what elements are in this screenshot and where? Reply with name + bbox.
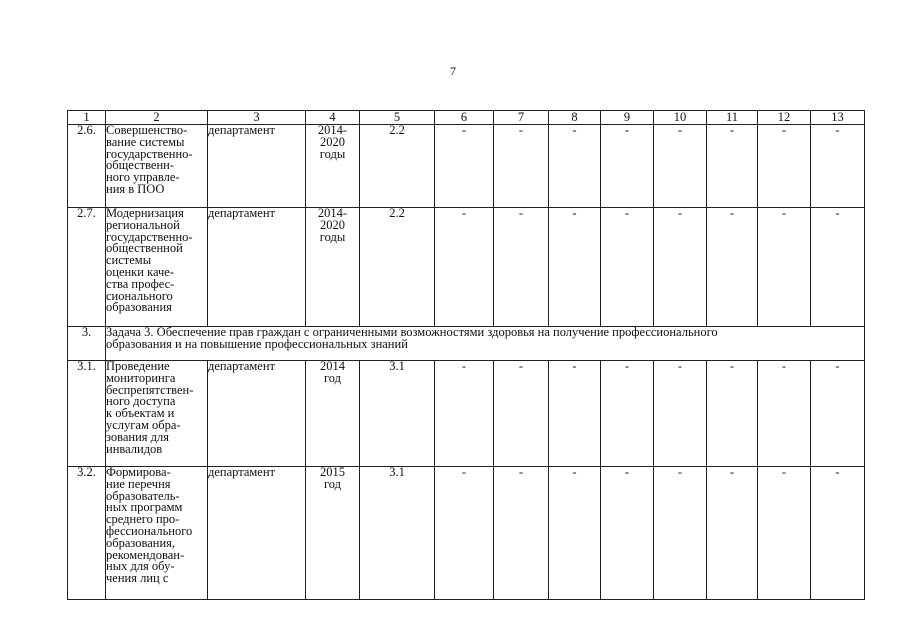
indicator-reference: 3.1 <box>360 467 435 600</box>
value-cell: - <box>654 208 707 327</box>
row-number: 3.1. <box>68 361 106 467</box>
value-cell: - <box>707 361 758 467</box>
implementation-period: 2015 год <box>306 467 360 600</box>
column-header: 4 <box>306 111 360 125</box>
column-header: 8 <box>549 111 601 125</box>
value-cell: - <box>654 467 707 600</box>
value-cell: - <box>494 208 549 327</box>
value-cell: - <box>601 125 654 208</box>
activity-name: Модернизация региональной государственно- общественной системы оценки каче- ства профес- сионального образования <box>106 208 208 327</box>
row-number: 3.2. <box>68 467 106 600</box>
column-header: 3 <box>208 111 306 125</box>
value-cell: - <box>601 208 654 327</box>
table-row <box>68 208 865 327</box>
column-header: 7 <box>494 111 549 125</box>
value-cell: - <box>654 125 707 208</box>
value-cell: - <box>435 208 494 327</box>
table-header-row <box>68 111 865 125</box>
column-header: 10 <box>654 111 707 125</box>
task-row <box>68 327 865 361</box>
value-cell: - <box>601 467 654 600</box>
column-header: 5 <box>360 111 435 125</box>
table-row <box>68 361 865 467</box>
value-cell: - <box>435 125 494 208</box>
row-number: 2.7. <box>68 208 106 327</box>
value-cell: - <box>549 208 601 327</box>
column-header: 2 <box>106 111 208 125</box>
value-cell: - <box>758 361 811 467</box>
responsible-executor: департамент <box>208 208 306 327</box>
indicator-reference: 3.1 <box>360 361 435 467</box>
value-cell: - <box>758 467 811 600</box>
task-description: Задача 3. Обеспечение прав граждан с ограниченными возможностями здоровья на получение профессионального образования и на повышение профессиональных знаний <box>106 327 865 361</box>
value-cell: - <box>654 361 707 467</box>
value-cell: - <box>811 125 865 208</box>
implementation-period: 2014- 2020 годы <box>306 125 360 208</box>
column-header: 11 <box>707 111 758 125</box>
value-cell: - <box>549 125 601 208</box>
row-number: 2.6. <box>68 125 106 208</box>
value-cell: - <box>707 467 758 600</box>
value-cell: - <box>601 361 654 467</box>
activity-name: Формирова- ние перечня образователь- ных программ среднего про- фессионального образования, рекомендован- ных для обу- чения лиц с <box>106 467 208 600</box>
table-row <box>68 125 865 208</box>
responsible-executor: департамент <box>208 467 306 600</box>
page-number: 7 <box>450 64 456 78</box>
implementation-period: 2014 год <box>306 361 360 467</box>
value-cell: - <box>435 467 494 600</box>
indicator-reference: 2.2 <box>360 208 435 327</box>
value-cell: - <box>811 208 865 327</box>
value-cell: - <box>494 467 549 600</box>
column-header: 1 <box>68 111 106 125</box>
value-cell: - <box>494 125 549 208</box>
value-cell: - <box>549 361 601 467</box>
value-cell: - <box>811 361 865 467</box>
value-cell: - <box>811 467 865 600</box>
value-cell: - <box>758 208 811 327</box>
responsible-executor: департамент <box>208 361 306 467</box>
implementation-period: 2014- 2020 годы <box>306 208 360 327</box>
value-cell: - <box>435 361 494 467</box>
value-cell: - <box>549 467 601 600</box>
value-cell: - <box>707 125 758 208</box>
value-cell: - <box>494 361 549 467</box>
column-header: 12 <box>758 111 811 125</box>
value-cell: - <box>758 125 811 208</box>
table-row <box>68 467 865 600</box>
activity-name: Проведение мониторинга беспрепятствен- ного доступа к объектам и услугам обра- зования для инвалидов <box>106 361 208 467</box>
column-header: 9 <box>601 111 654 125</box>
indicator-reference: 2.2 <box>360 125 435 208</box>
program-table <box>67 110 865 600</box>
activity-name: Совершенство- вание системы государственно- общественн- ного управле- ния в ПОО <box>106 125 208 208</box>
column-header: 6 <box>435 111 494 125</box>
value-cell: - <box>707 208 758 327</box>
column-header: 13 <box>811 111 865 125</box>
responsible-executor: департамент <box>208 125 306 208</box>
row-number: 3. <box>68 327 106 361</box>
